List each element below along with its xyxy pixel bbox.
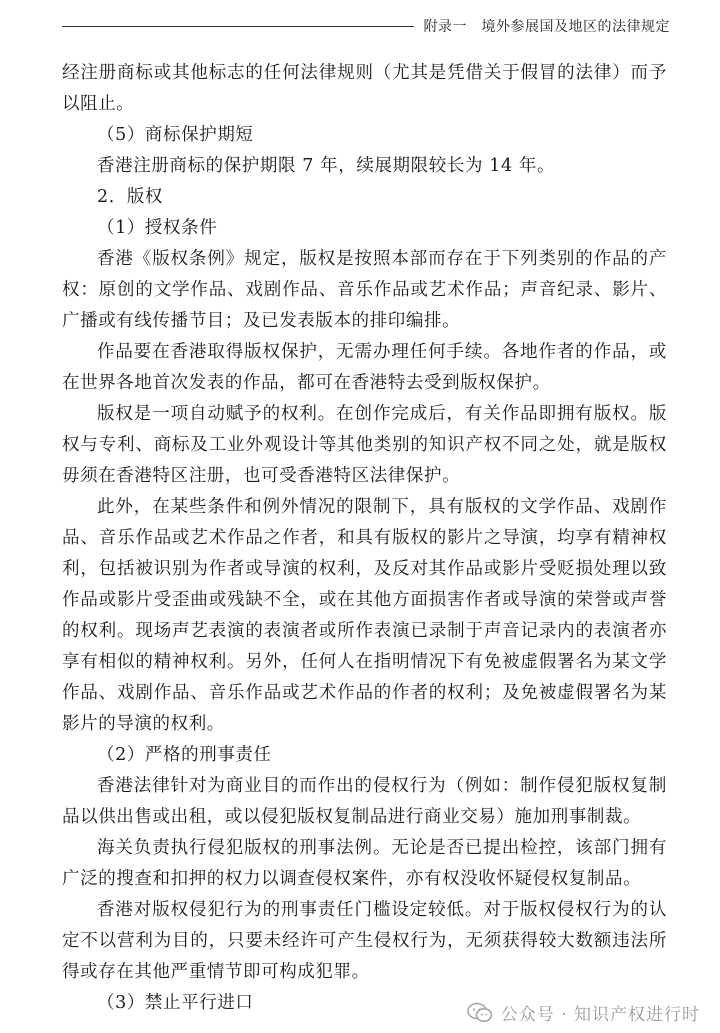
paragraph: 香港注册商标的保护期限 7 年，续展期限较长为 14 年。	[97, 156, 556, 176]
paragraph: 经注册商标或其他标志的任何法律规则（尤其是凭借关于假冒的法律）而予以阻止。	[62, 63, 667, 114]
body-text	[62, 58, 667, 1019]
subheading: （5）商标保护期短	[97, 125, 254, 145]
subheading: （3）禁止平行进口	[97, 993, 254, 1013]
wechat-official-account-icon	[467, 1002, 493, 1024]
paragraph: 此外，在某些条件和例外情况的限制下，具有版权的文学作品、戏剧作品、音乐作品或艺术作品之作者，和具有版权的影片之导演，均享有精神权利，包括被识别为作者或导演的权利，及反对其作品或影片受贬损处理以致作品或影片受歪曲或残缺不全，或在其他方面损害作者或导演的荣誉或声誉的权利。现场声艺表演的表演者或所作表演已录制于声音记录内的表演者亦享有相似的精神权利。另外，任何人在指明情况下有免被虚假署名为某文学作品、戏剧作品、音乐作品或艺术作品的作者的权利；及免被虚假署名为某影片的导演的权利。	[62, 497, 667, 734]
paragraph: 海关负责执行侵犯版权的刑事法例。无论是否已提出检控，该部门拥有广泛的搜查和扣押的权力以调查侵权案件，亦有权没收怀疑侵权复制品。	[62, 838, 667, 889]
header-rule	[62, 26, 414, 27]
watermark-text: 公众号 · 知识产权进行时	[500, 1005, 700, 1025]
paragraph: 作品要在香港取得版权保护，无需办理任何手续。各地作者的作品，或在世界各地首次发表的作品，都可在香港特去受到版权保护。	[62, 342, 667, 393]
header-section-title: 附录一 境外参展国及地区的法律规定	[423, 19, 670, 35]
watermark	[467, 1000, 700, 1025]
paragraph: 版权是一项自动赋予的权利。在创作完成后，有关作品即拥有版权。版权与专利、商标及工业外观设计等其他类别的知识产权不同之处，就是版权毋须在香港特区注册，也可受香港特区法律保护。	[62, 404, 667, 486]
subheading: （2）严格的刑事责任	[97, 745, 272, 765]
subheading: （1）授权条件	[97, 218, 218, 238]
paragraph: 香港法律针对为商业目的而作出的侵权行为（例如：制作侵犯版权复制品以供出售或出租，或以侵犯版权复制品进行商业交易）施加刑事制裁。	[62, 776, 667, 827]
section-heading: 2．版权	[97, 187, 164, 207]
running-header	[62, 14, 670, 38]
paragraph: 香港《版权条例》规定，版权是按照本部而存在于下列类别的作品的产权：原创的文学作品、戏剧作品、音乐作品或艺术作品；声音纪录、影片、广播或有线传播节目；及已发表版本的排印编排。	[62, 249, 667, 331]
paragraph: 香港对版权侵犯行为的刑事责任门槛设定较低。对于版权侵权行为的认定不以营利为目的，只要未经许可产生侵权行为，无须获得较大数额违法所得或存在其他严重情节即可构成犯罪。	[62, 900, 667, 982]
